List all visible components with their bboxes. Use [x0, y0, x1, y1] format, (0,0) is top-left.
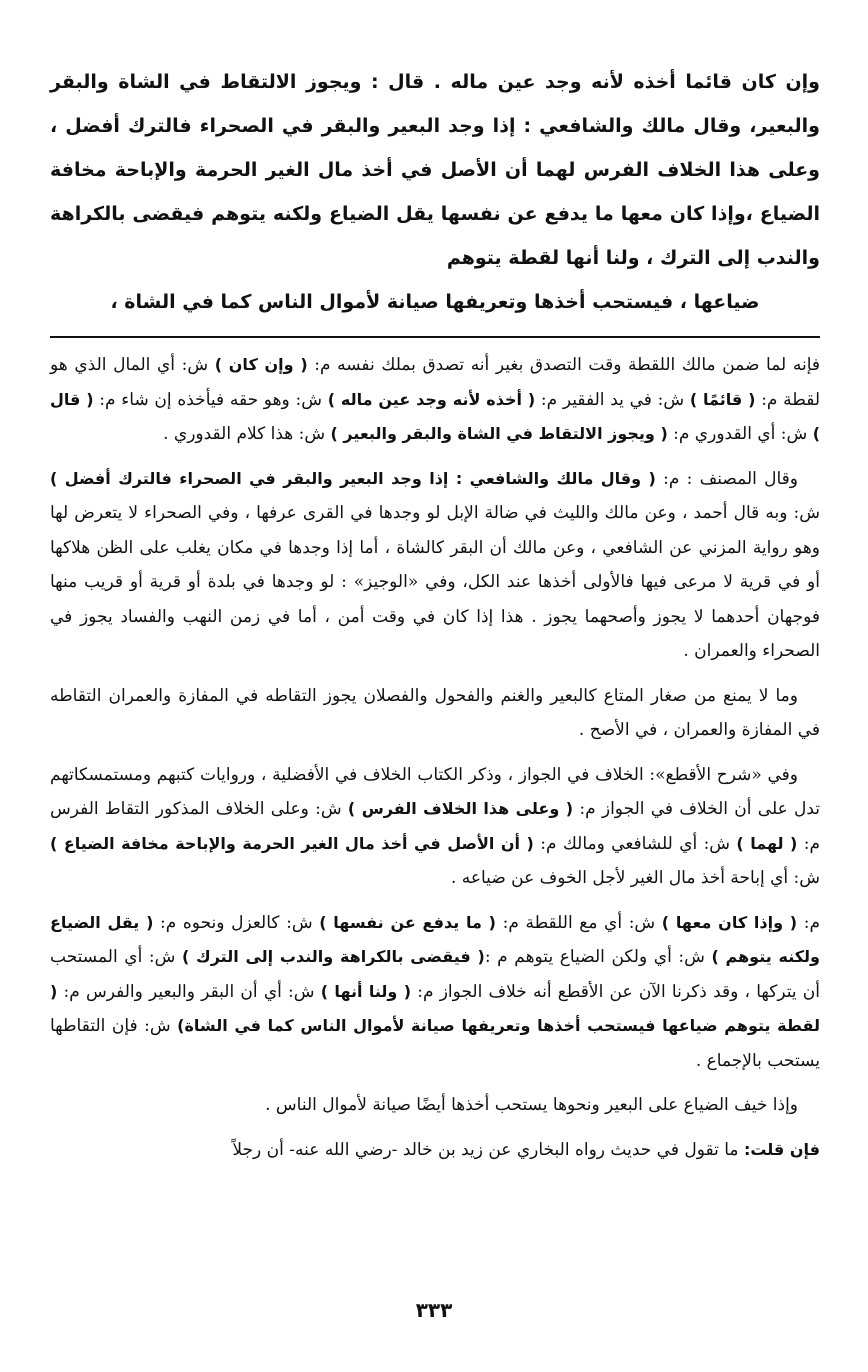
matn-quote: ( وإن كان ): [214, 355, 308, 374]
matn-quote: ( وقال مالك والشافعي : إذا وجد البعير والبقر في الصحراء فالترك أفضل ): [50, 468, 656, 488]
commentary-paragraph: [50, 462, 820, 669]
page-number: ٣٣٣: [415, 1298, 453, 1322]
commentary-text: ش: أي ولكن الضياع يتوهم م :: [484, 947, 712, 967]
commentary-text: ش: أي المال الذي هو لقطة م:: [50, 355, 821, 410]
matn-quote: ( أن الأصل في أخذ مال الغير الحرمة والإباحة مخافة الضياع ): [50, 833, 534, 853]
commentary-text: ش: في يد الفقير م:: [535, 389, 690, 410]
matn-quote: ( فيقضى بالكراهة والندب إلى الترك ): [181, 947, 485, 966]
commentary-text: ش: أي المستحب أن يتركها ، وقد ذكرنا الآن عن الأقطع أنه خلاف الجواز م:: [50, 947, 821, 1002]
matn-quote: ( لهما ): [736, 833, 798, 853]
main-text-line: لهما أن الأصل في أخذ مال الغير الحرمة والإباحة مخافة الضياع ،وإذا كان معها ما يدفع عن: [50, 159, 820, 225]
commentary-text: ش: وبه قال أحمد ، وعن مالك والليث في ضالة الإبل لو وجدها في القرى عرفها ، وفي الصحراء لا يتعرض لها وهو رواية المزني عن الشافعي ، وعن مالك أن البقر كالشاة ، أما إذا وجدها في مكان يغلب على الظن هلاكها أو في قرية لا مرعى فيها فالأولى أخذها عند الكل، وفي «الوجيز» : لو وجدها في بلدة أو قرية أو قريب منها فوجهان أحدهما لا يجوز وأصحهما يجوز . هذا إذا كان في وقت أمن ، أما في زمن النهب والفساد يجوز في الصحراء والعمران .: [50, 503, 820, 661]
commentary-text: م:: [797, 912, 820, 933]
commentary-text: وقال المصنف : م:: [655, 468, 798, 489]
commentary-paragraph: [50, 348, 820, 452]
commentary-paragraph: [50, 906, 820, 1079]
commentary-text: ش: أي للشافعي ومالك م:: [533, 833, 737, 854]
commentary-text: ش: وهو حقه فيأخذه إن شاء م:: [93, 389, 328, 410]
main-text-line: مالك والشافعي : إذا وجد البعير والبقر في الصحراء فالترك أفضل ، وعلى هذا الخلاف الفرس: [50, 115, 820, 181]
commentary-text: ش: فإن التقاطها يستحب بالإجماع .: [50, 1016, 820, 1071]
commentary-paragraph: وما لا يمنع من صغار المتاع كالبعير والغنم والفحول والفصلان يجوز التقاطه في المفازة والعمران التقاطه في المفازة والعمران ، في الأصح .: [50, 685, 820, 740]
main-text-line: وإن كان قائما أخذه لأنه وجد عين ماله . قال : ويجوز الالتقاط في الشاة والبقر والبعير، وقال: [50, 71, 820, 137]
separator-rule: [50, 336, 820, 338]
commentary-text: ما تقول في حديث رواه البخاري عن زيد بن خالد -رضي الله عنه- أن رجلاً: [232, 1139, 744, 1160]
matn-quote: ( وإذا كان معها ): [661, 912, 798, 932]
matn-quote: ( لقطة يتوهم ضياعها فيستحب أخذها وتعريفها صيانة لأموال الناس كما في الشاة): [50, 981, 820, 1035]
question-lead: فإن قلت:: [743, 1139, 820, 1159]
commentary-paragraph: [50, 758, 820, 896]
commentary-text: ش: أي إباحة أخذ مال الغير لأجل الخوف عن ضياعه .: [450, 868, 820, 888]
commentary-text: وفي «شرح الأقطع»: الخلاف في الجواز ، وذكر الكتاب الخلاف في الأفضلية ، وروايات كتبهم ومستمسكاتهم تدل على أن الخلاف في الجواز م:: [50, 764, 821, 819]
matn-quote: ( قائمًا ): [689, 389, 756, 409]
commentary-text: فإنه لما ضمن مالك اللقطة وقت التصدق بغير أنه تصدق بملك نفسه م:: [307, 355, 820, 375]
commentary-text: ش: وعلى الخلاف المذكور التقاط الفرس م:: [50, 799, 820, 854]
commentary-text: ش: أي أن البقر والبعير والفرس م:: [57, 981, 321, 1002]
matn-quote: ( وعلى هذا الخلاف الفرس ): [347, 799, 574, 818]
commentary-text: ش: هذا كلام القدوري .: [163, 424, 331, 444]
commentary-text: ش: أي القدوري م:: [667, 424, 813, 444]
matn-quote: ( ولنا أنها ): [320, 981, 412, 1001]
matn-quote: ( أخذه لأنه وجد عين ماله ): [327, 389, 536, 409]
commentary-text: ش: كالعزل ونحوه م:: [153, 912, 320, 933]
main-text-line: ضياعها ، فيستحب أخذها وتعريفها صيانة لأموال الناس كما في الشاة ،: [110, 291, 760, 313]
matn-quote: ( قال ): [50, 389, 820, 443]
matn-quote: ( يقل الضياع ولكنه يتوهم ): [50, 912, 821, 966]
commentary-paragraph: [50, 1133, 820, 1168]
commentary-paragraph: وإذا خيف الضياع على البعير ونحوها يستحب أخذها أيضًا صيانة لأموال الناس .: [265, 1095, 798, 1115]
matn-quote: ( ويجوز الالتقاط في الشاة والبقر والبعير ): [330, 424, 668, 443]
main-text-block: [50, 60, 820, 324]
commentary-text: ش: أي مع اللقطة م:: [496, 912, 662, 933]
main-text-line: نفسها يقل الضياع ولكنه يتوهم فيقضى بالكراهة والندب إلى الترك ، ولنا أنها لقطة يتوهم: [50, 203, 820, 269]
matn-quote: ( ما يدفع عن نفسها ): [319, 912, 496, 932]
